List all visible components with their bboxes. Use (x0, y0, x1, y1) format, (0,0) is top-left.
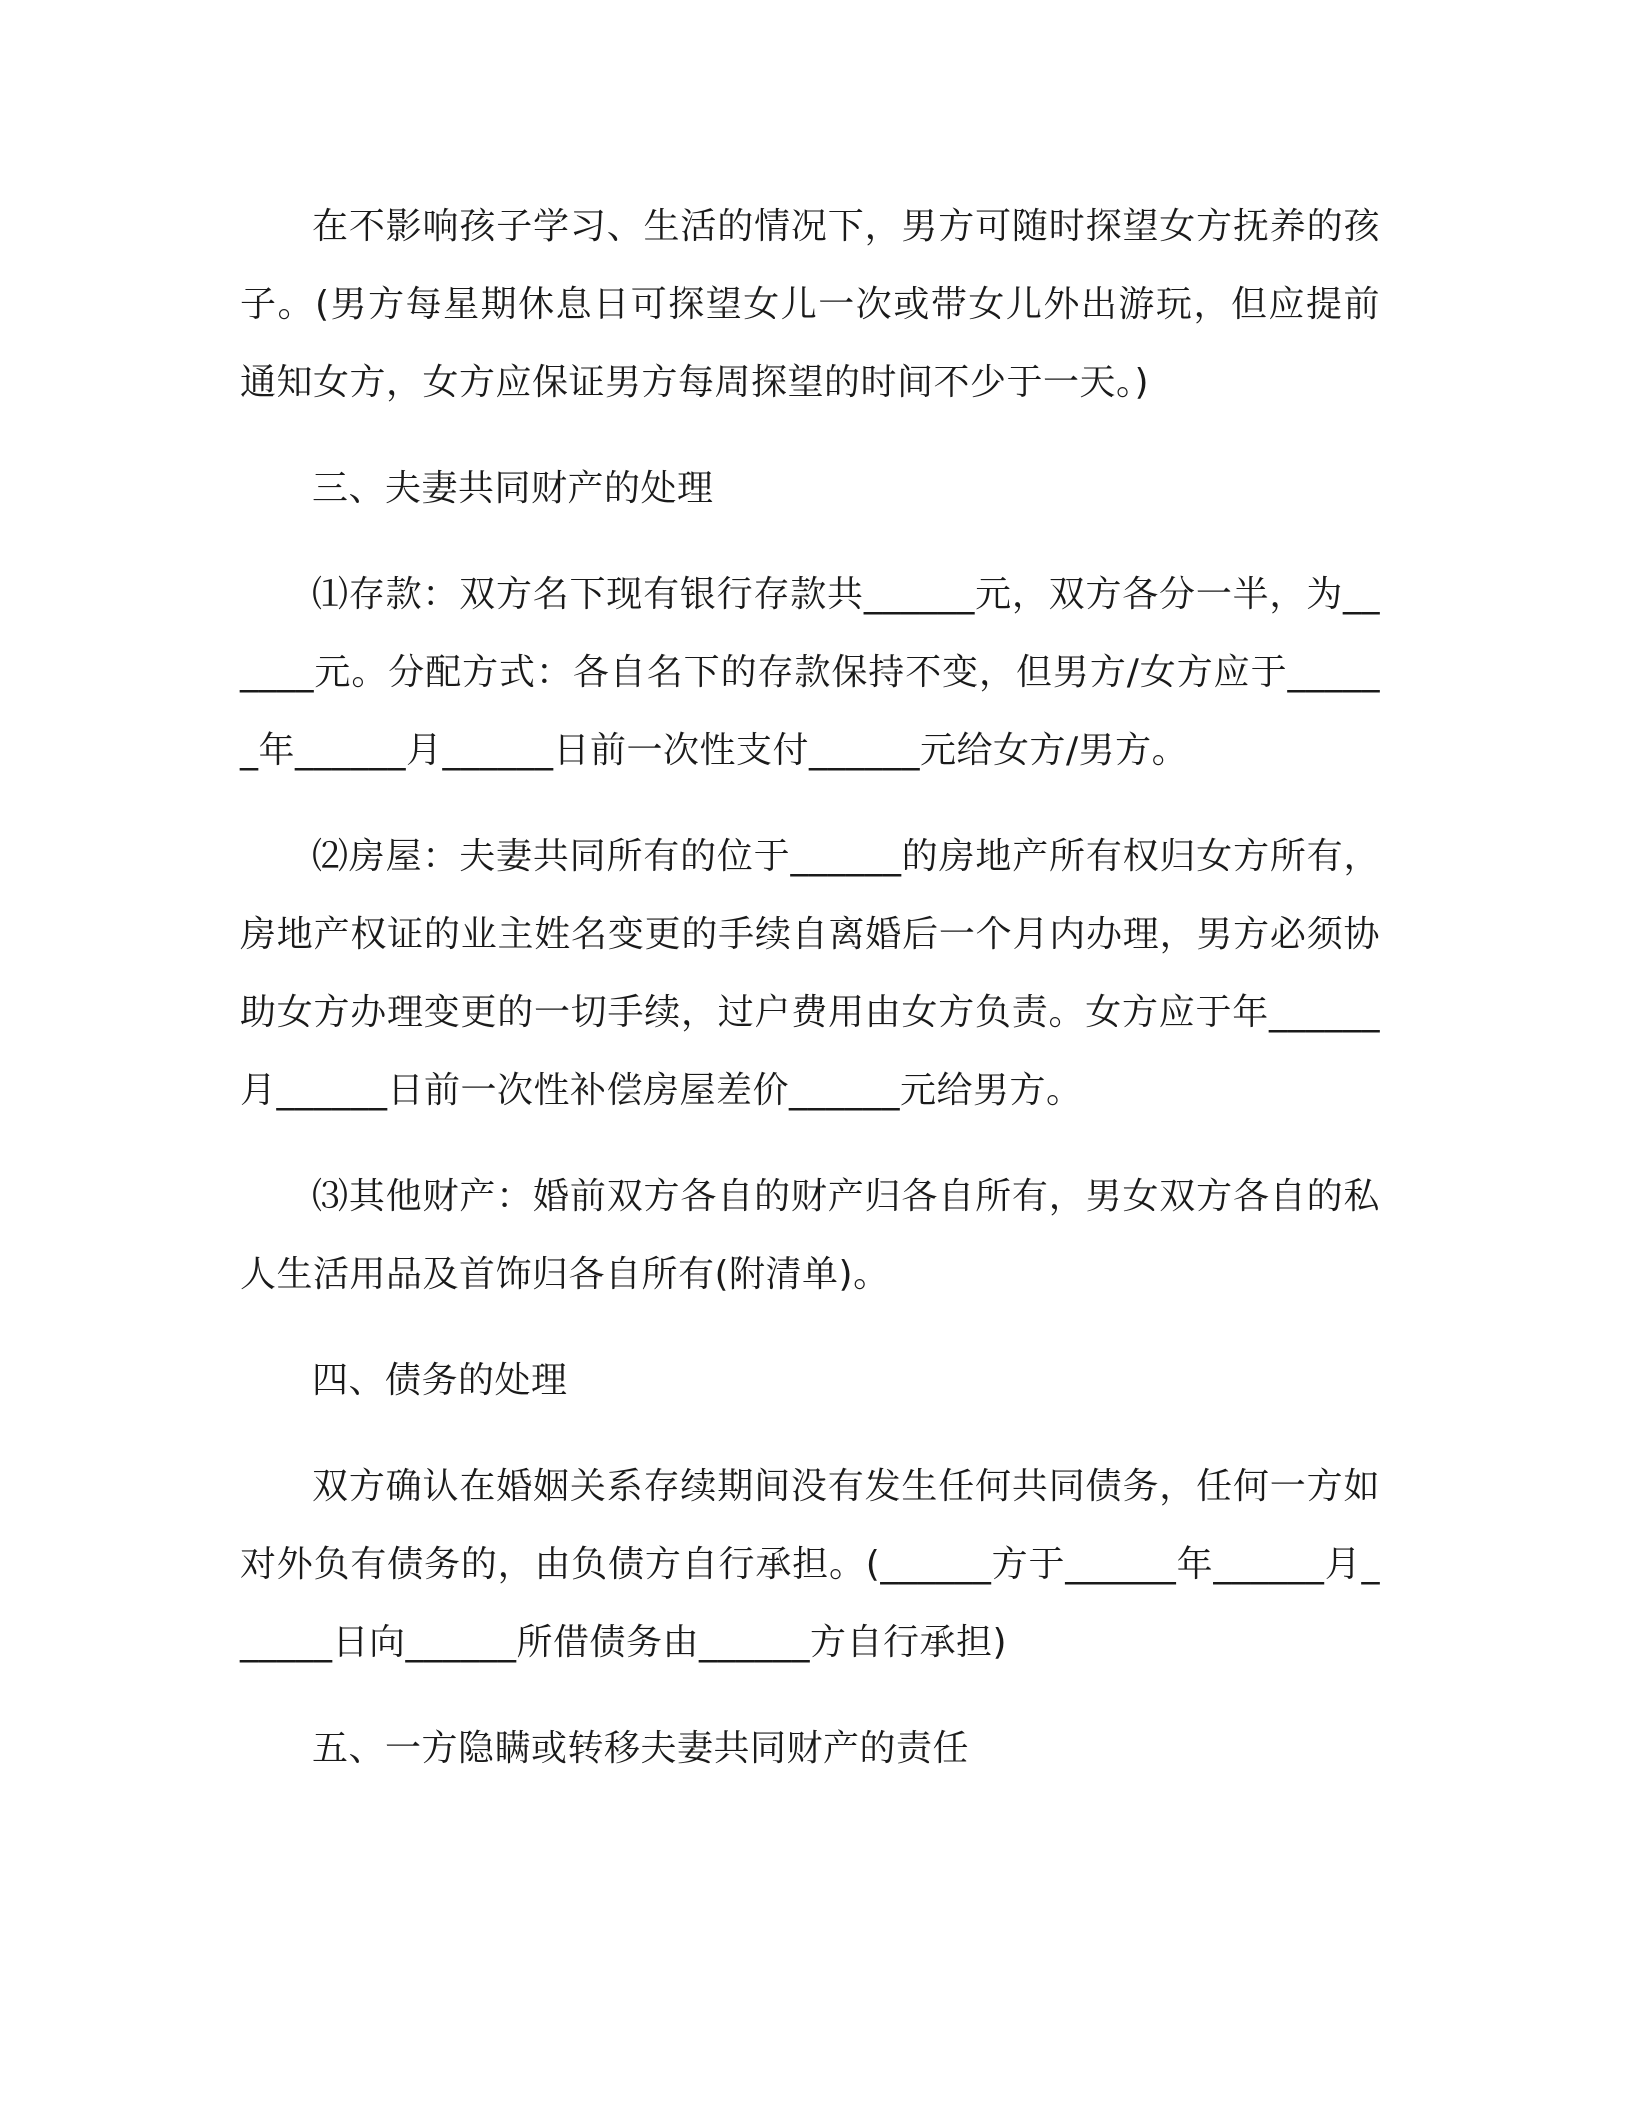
section-heading-concealment: 五、一方隐瞒或转移夫妻共同财产的责任 (312, 1728, 970, 1769)
paragraph-visitation: 在不影响孩子学习、生活的情况下，男方可随时探望女方抚养的孩子。(男方每星期休息日可探望女儿一次或带女儿外出游玩，但应提前通知女方，女方应保证男方每周探望的时间不少于一天。) (240, 206, 1380, 403)
paragraph-debts: 双方确认在婚姻关系存续期间没有发生任何共同债务，任何一方如对外负有债务的，由负债方自行承担。(______方于______年______月______日向______所借债务由______方自行承担) (240, 1466, 1380, 1663)
document-body (240, 188, 1380, 1788)
paragraph-deposits: ⑴存款：双方名下现有银行存款共______元，双方各分一半，为______元。分配方式：各自名下的存款保持不变，但男方/女方应于______年______月______日前一次性支付______元给女方/男方。 (240, 574, 1380, 771)
paragraph-other-property: ⑶其他财产：婚前双方各自的财产归各自所有，男女双方各自的私人生活用品及首饰归各自所有(附清单)。 (240, 1176, 1380, 1295)
paragraph-housing: ⑵房屋：夫妻共同所有的位于______的房地产所有权归女方所有，房地产权证的业主姓名变更的手续自离婚后一个月内办理，男方必须协助女方办理变更的一切手续，过户费用由女方负责。女方应于年______月______日前一次性补偿房屋差价______元给男方。 (240, 836, 1380, 1111)
section-heading-debts: 四、债务的处理 (312, 1360, 568, 1401)
section-heading-property: 三、夫妻共同财产的处理 (312, 468, 714, 509)
